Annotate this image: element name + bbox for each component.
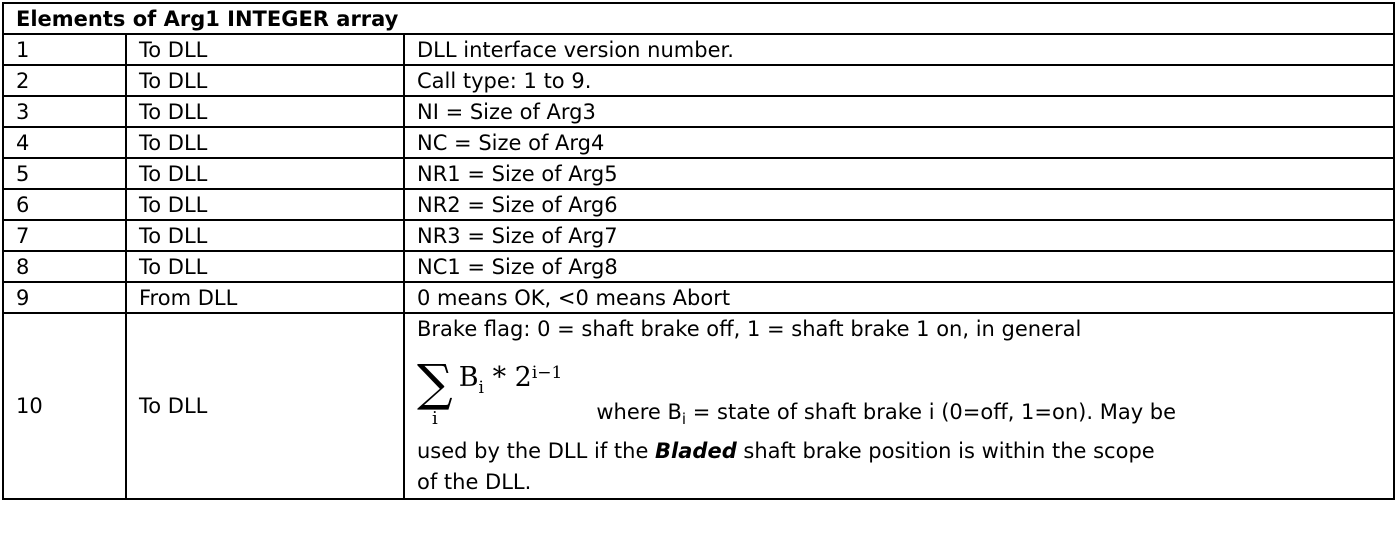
table-title: Elements of Arg1 INTEGER array: [3, 3, 1394, 34]
direction-cell: To DLL: [126, 189, 404, 220]
summation-symbol: [417, 354, 453, 429]
direction-cell: To DLL: [126, 127, 404, 158]
where-suffix: = state of shaft brake i (0=off, 1=on). May be: [686, 400, 1177, 424]
description-cell: NR1 = Size of Arg5: [404, 158, 1394, 189]
description-cell: Call type: 1 to 9.: [404, 65, 1394, 96]
description-cell-brake-flag: [404, 313, 1394, 499]
table-row: [3, 158, 1394, 189]
where-prefix: where B: [596, 400, 682, 424]
table-title-row: [3, 3, 1394, 34]
direction-cell: To DLL: [126, 34, 404, 65]
formula-operator: * 2: [483, 362, 532, 393]
table-row: [3, 34, 1394, 65]
where-subscript: i: [681, 410, 687, 428]
brake-flag-closing-text: of the DLL.: [417, 470, 532, 494]
direction-cell: To DLL: [126, 96, 404, 127]
description-cell: NC = Size of Arg4: [404, 127, 1394, 158]
direction-cell: To DLL: [126, 65, 404, 96]
description-cell: NC1 = Size of Arg8: [404, 251, 1394, 282]
bladed-product-name: Bladed: [655, 439, 737, 463]
formula-expression: [458, 362, 563, 398]
formula-base: B: [458, 362, 479, 393]
arg1-integer-array-table: [2, 2, 1395, 500]
table-row-brake-flag: [3, 313, 1394, 499]
brake-flag-intro-text: Brake flag: 0 = shaft brake off, 1 = shaft brake 1 on, in general: [417, 317, 1082, 341]
description-cell: NR3 = Size of Arg7: [404, 220, 1394, 251]
formula-exponent: i−1: [531, 363, 563, 383]
usage-suffix: shaft brake position is within the scope: [736, 439, 1155, 463]
direction-cell: From DLL: [126, 282, 404, 313]
table-row: [3, 127, 1394, 158]
where-clause-text: [596, 397, 1176, 428]
table-row: [3, 96, 1394, 127]
description-cell: 0 means OK, <0 means Abort: [404, 282, 1394, 313]
table-row: [3, 282, 1394, 313]
table-row: [3, 220, 1394, 251]
element-index-cell: 5: [3, 158, 126, 189]
direction-cell: To DLL: [126, 313, 404, 499]
table-row: [3, 65, 1394, 96]
direction-cell: To DLL: [126, 158, 404, 189]
element-index-cell: 6: [3, 189, 126, 220]
element-index-cell: 9: [3, 282, 126, 313]
direction-cell: To DLL: [126, 251, 404, 282]
usage-prefix: used by the DLL if the: [417, 439, 656, 463]
direction-cell: To DLL: [126, 220, 404, 251]
element-index-cell: 1: [3, 34, 126, 65]
brake-flag-usage-text: [417, 436, 1385, 467]
description-cell: NR2 = Size of Arg6: [404, 189, 1394, 220]
sigma-glyph: ∑: [417, 354, 453, 412]
element-index-cell: 7: [3, 220, 126, 251]
element-index-cell: 8: [3, 251, 126, 282]
sigma-index-label: i: [431, 408, 438, 429]
table-row: [3, 189, 1394, 220]
element-index-cell: 2: [3, 65, 126, 96]
description-cell: DLL interface version number.: [404, 34, 1394, 65]
element-index-cell: 10: [3, 313, 126, 499]
element-index-cell: 4: [3, 127, 126, 158]
description-cell: NI = Size of Arg3: [404, 96, 1394, 127]
element-index-cell: 3: [3, 96, 126, 127]
brake-flag-formula-row: [417, 354, 1385, 429]
formula-base-subscript: i: [478, 378, 484, 398]
table-row: [3, 251, 1394, 282]
